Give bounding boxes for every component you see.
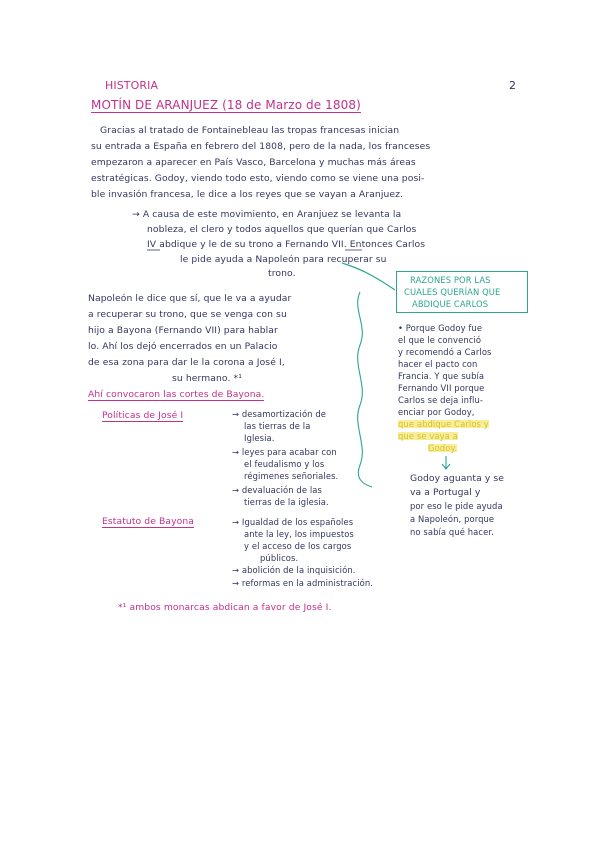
estatuto-item: → abolición de la inquisición. <box>232 565 356 575</box>
estatuto-item: → reformas en la administración. <box>232 578 374 588</box>
reason-line: el que le convenció <box>398 335 482 345</box>
after-line: no sabía qué hacer. <box>410 527 494 537</box>
intro-line: ble invasión francesa, le dice a los reyes que se vayan a Aranjuez. <box>91 189 404 200</box>
reasons-box-title: CUALES QUERÍAN QUE <box>404 287 501 297</box>
reason-line: y recomendó a Carlos <box>398 347 492 357</box>
footnote: *¹ ambos monarcas abdican a favor de José I. <box>118 602 332 613</box>
after-line: a Napoleón, porque <box>410 514 495 524</box>
intro-line: Gracias al tratado de Fontainebleau las tropas francesas inician <box>100 125 400 136</box>
reason-line: Fernando VII porque <box>398 383 485 393</box>
politicas-item: tierras de la iglesia. <box>244 497 329 507</box>
reason-highlight: Godoy. <box>428 443 458 453</box>
consequence-line: nobleza, el clero y todos aquellos que querían que Carlos <box>147 224 417 235</box>
consequence-line: le pide ayuda a Napoleón para recuperar su <box>180 254 387 265</box>
reason-highlight: que se vaya a <box>398 431 458 441</box>
estatuto-item: ante la ley, los impuestos <box>244 529 354 539</box>
politicas-item: → devaluación de las <box>232 485 322 495</box>
consequence-line: IV abdique y le de su trono a Fernando VII. Entonces Carlos <box>147 239 426 250</box>
estatuto-label: Estatuto de Bayona <box>102 516 195 527</box>
teal-down-arrow <box>442 456 450 469</box>
consequence-line: trono. <box>268 268 296 279</box>
intro-line: estratégicas. Godoy, viendo todo esto, viendo como se viene una posi- <box>91 173 425 184</box>
subject-heading: HISTORIA <box>105 79 159 92</box>
teal-wavy-line <box>358 292 372 487</box>
napoleon-line: lo. Ahí los dejó encerrados en un Palacio <box>88 341 278 352</box>
napoleon-line: hijo a Bayona (Fernando VII) para hablar <box>88 325 278 336</box>
reasons-box-title: ABDIQUE CARLOS <box>412 299 489 309</box>
reason-line: hacer el pacto con <box>398 359 478 369</box>
politicas-item: Iglesia. <box>244 433 275 443</box>
napoleon-line: su hermano. *¹ <box>172 373 243 384</box>
intro-line: empezaron a aparecer en País Vasco, Barcelona y muchas más áreas <box>91 157 416 168</box>
politicas-item: → leyes para acabar con <box>232 447 337 457</box>
estatuto-item: públicos. <box>260 553 299 563</box>
reason-line: • Porque Godoy fue <box>398 323 483 333</box>
reason-line: enciar por Godoy, <box>398 407 475 417</box>
napoleon-line: Napoleón le dice que sí, que le va a ayudar <box>88 293 292 304</box>
estatuto-item: y el acceso de los cargos <box>244 541 352 551</box>
politicas-label: Políticas de José I <box>102 410 184 421</box>
after-line: va a Portugal y <box>410 487 481 498</box>
intro-line: su entrada a España en febrero del 1808, pero de la nada, los franceses <box>91 141 431 152</box>
napoleon-line: a recuperar su trono, que se venga con su <box>88 309 287 320</box>
reason-highlight: que abdique Carlos y <box>398 419 489 429</box>
page-number: 2 <box>509 79 517 92</box>
napoleon-line: de esa zona para dar le la corona a José I, <box>88 357 285 368</box>
reason-line: Francia. Y que subía <box>398 371 485 381</box>
politicas-item: → desamortización de <box>232 409 327 419</box>
reason-line: Carlos se deja influ- <box>398 395 484 405</box>
politicas-item: las tierras de la <box>244 421 311 431</box>
estatuto-item: → Igualdad de los españoles <box>232 517 354 527</box>
politicas-item: el feudalismo y los <box>244 459 325 469</box>
cortes-heading: Ahí convocaron las cortes de Bayona. <box>88 389 265 400</box>
consequence-line: → A causa de este movimiento, en Aranjuez se levanta la <box>132 209 402 220</box>
reasons-box-title: RAZONES POR LAS <box>410 275 491 285</box>
after-line: por eso le pide ayuda <box>410 501 503 511</box>
politicas-item: régimenes señoriales. <box>244 471 339 481</box>
page-title: MOTÍN DE ARANJUEZ (18 de Marzo de 1808) <box>91 98 361 112</box>
after-line: Godoy aguanta y se <box>410 473 505 484</box>
teal-connector-arrow <box>342 263 395 290</box>
